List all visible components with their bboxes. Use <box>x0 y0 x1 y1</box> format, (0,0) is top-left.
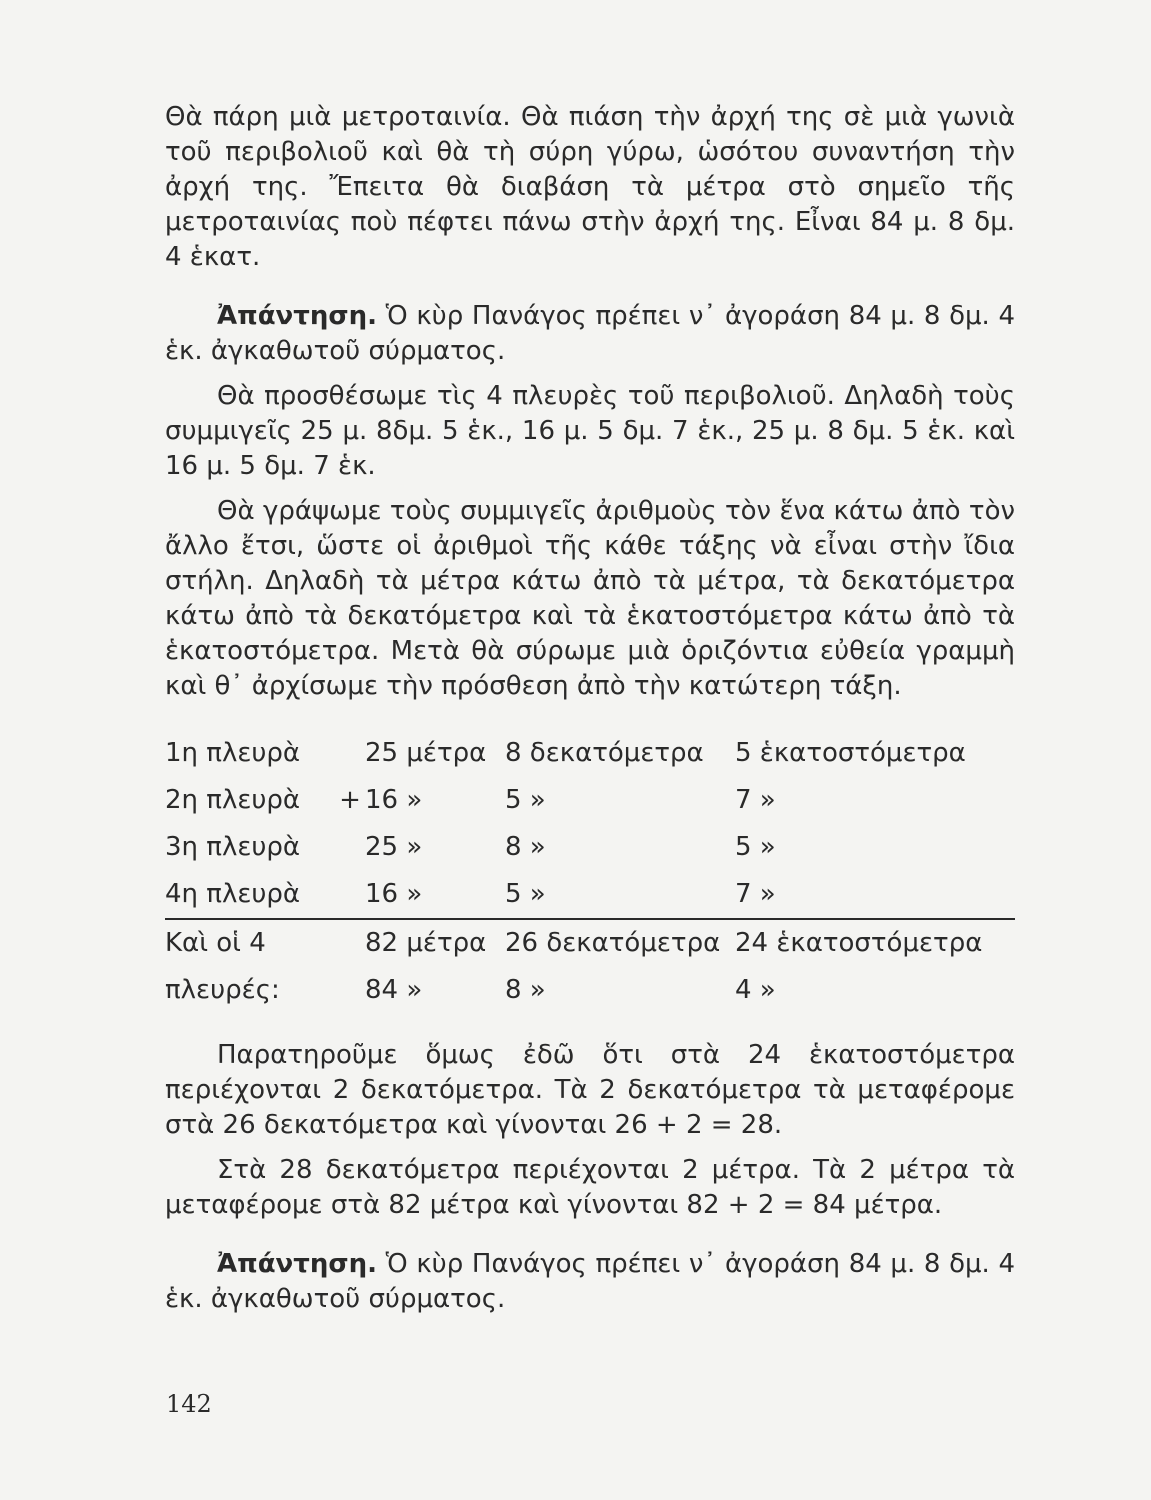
table-row <box>165 871 1015 919</box>
decimeters-cell: 5 » <box>505 785 546 815</box>
centimeters-cell: 24 ἑκατοστόμετρα <box>735 928 983 958</box>
answer-label: Ἀπάντηση. <box>217 1249 377 1279</box>
centimeters-cell: 4 » <box>735 975 776 1005</box>
page-body <box>165 100 1015 1317</box>
meters-cell: 16 » <box>365 785 423 815</box>
plus-sign <box>335 730 365 777</box>
answer-paragraph-2 <box>165 1247 1015 1317</box>
decimeters-cell: 8 » <box>505 975 546 1005</box>
total-row <box>165 920 1015 967</box>
answer-text: Ὁ κὺρ Πανάγος πρέπει ν᾽ ἀγοράση 84 μ. 8 δμ. 4 ἑκ. ἀγκαθωτοῦ σύρματος. <box>165 301 1015 366</box>
meters-cell: 16 » <box>365 879 423 909</box>
addition-table <box>165 730 1015 1014</box>
meters-cell: 82 μέτρα <box>365 928 487 958</box>
total-label: πλευρές: <box>165 975 280 1005</box>
meters-cell: 84 » <box>365 975 423 1005</box>
decimeters-cell: 26 δεκατόμετρα <box>505 928 721 958</box>
total-label: Καὶ οἱ 4 <box>165 928 266 958</box>
answer-text: Ὁ κὺρ Πανάγος πρέπει ν᾽ ἀγοράση 84 μ. 8 δμ. 4 ἑκ. ἀγκαθωτοῦ σύρματος. <box>165 1249 1015 1314</box>
table-row <box>165 730 1015 777</box>
paragraph-measure: Θὰ πάρη μιὰ μετροταινία. Θὰ πιάση τὴν ἀρχή της σὲ μιὰ γωνιὰ τοῦ περιβολιοῦ καὶ θὰ τὴ σύρη γύρω, ὡσότου συναντήση τὴν ἀρχή της. Ἔπειτα θὰ διαβάση τὰ μέτρα στὸ σημεῖο τῆς μετροταινίας ποὺ πέφτει πάνω στὴν ἀρχή της. Εἶναι 84 μ. 8 δμ. 4 ἑκατ. <box>165 102 1015 272</box>
paragraph-method: Θὰ γράψωμε τοὺς συμμιγεῖς ἀριθμοὺς τὸν ἕνα κάτω ἀπὸ τὸν ἄλλο ἔτσι, ὥστε οἱ ἀριθμοὶ τῆς κάθε τάξης νὰ εἶναι στὴν ἴδια στήλη. Δηλαδὴ τὰ μέτρα κάτω ἀπὸ τὰ μέτρα, τὰ δεκατόμετρα κάτω ἀπὸ τὰ δεκατόμετρα καὶ τὰ ἑκατοστόμετρα κάτω ἀπὸ τὰ ἑκατοστόμετρα. Μετὰ θὰ σύρωμε μιὰ ὁριζόντια εὐθεία γραμμὴ καὶ θ᾽ ἀρχίσωμε τὴν πρόσθεση ἀπὸ τὴν κατώτερη τάξη. <box>165 496 1015 701</box>
table-row <box>165 777 1015 824</box>
plus-sign <box>335 824 365 871</box>
meters-cell: 25 μέτρα <box>365 738 487 768</box>
row-label: 1η πλευρὰ <box>165 738 301 768</box>
plus-sign: + <box>339 785 361 815</box>
centimeters-cell: 5 ἑκατοστόμετρα <box>735 738 966 768</box>
centimeters-cell: 7 » <box>735 879 776 909</box>
paragraph-carry-m: Στὰ 28 δεκατόμετρα περιέχονται 2 μέτρα. Τὰ 2 μέτρα τὰ μεταφέρομε στὰ 82 μέτρα καὶ γίνονται 82 + 2 = 84 μέτρα. <box>165 1155 1015 1220</box>
centimeters-cell: 7 » <box>735 785 776 815</box>
table-row <box>165 824 1015 871</box>
row-label: 4η πλευρὰ <box>165 879 301 909</box>
centimeters-cell: 5 » <box>735 832 776 862</box>
decimeters-cell: 8 » <box>505 832 546 862</box>
page-number: 142 <box>166 1390 212 1418</box>
decimeters-cell: 8 δεκατόμετρα <box>505 738 704 768</box>
answer-label: Ἀπάντηση. <box>217 301 377 331</box>
plus-sign <box>335 871 365 919</box>
answer-paragraph-1 <box>165 299 1015 369</box>
total-row <box>165 967 1015 1014</box>
decimeters-cell: 5 » <box>505 879 546 909</box>
meters-cell: 25 » <box>365 832 423 862</box>
row-label: 2η πλευρὰ <box>165 785 301 815</box>
row-label: 3η πλευρὰ <box>165 832 301 862</box>
paragraph-carry-dm: Παρατηροῦμε ὅμως ἐδῶ ὅτι στὰ 24 ἑκατοστόμετρα περιέχονται 2 δεκατόμετρα. Τὰ 2 δεκατόμετρα τὰ μεταφέρομε στὰ 26 δεκατόμετρα καὶ γίνονται 26 + 2 = 28. <box>165 1040 1015 1140</box>
paragraph-add-sides: Θὰ προσθέσωμε τὶς 4 πλευρὲς τοῦ περιβολιοῦ. Δηλαδὴ τοὺς συμμιγεῖς 25 μ. 8δμ. 5 ἑκ., 16 μ. 5 δμ. 7 ἑκ., 25 μ. 8 δμ. 5 ἑκ. καὶ 16 μ. 5 δμ. 7 ἑκ. <box>165 381 1015 481</box>
